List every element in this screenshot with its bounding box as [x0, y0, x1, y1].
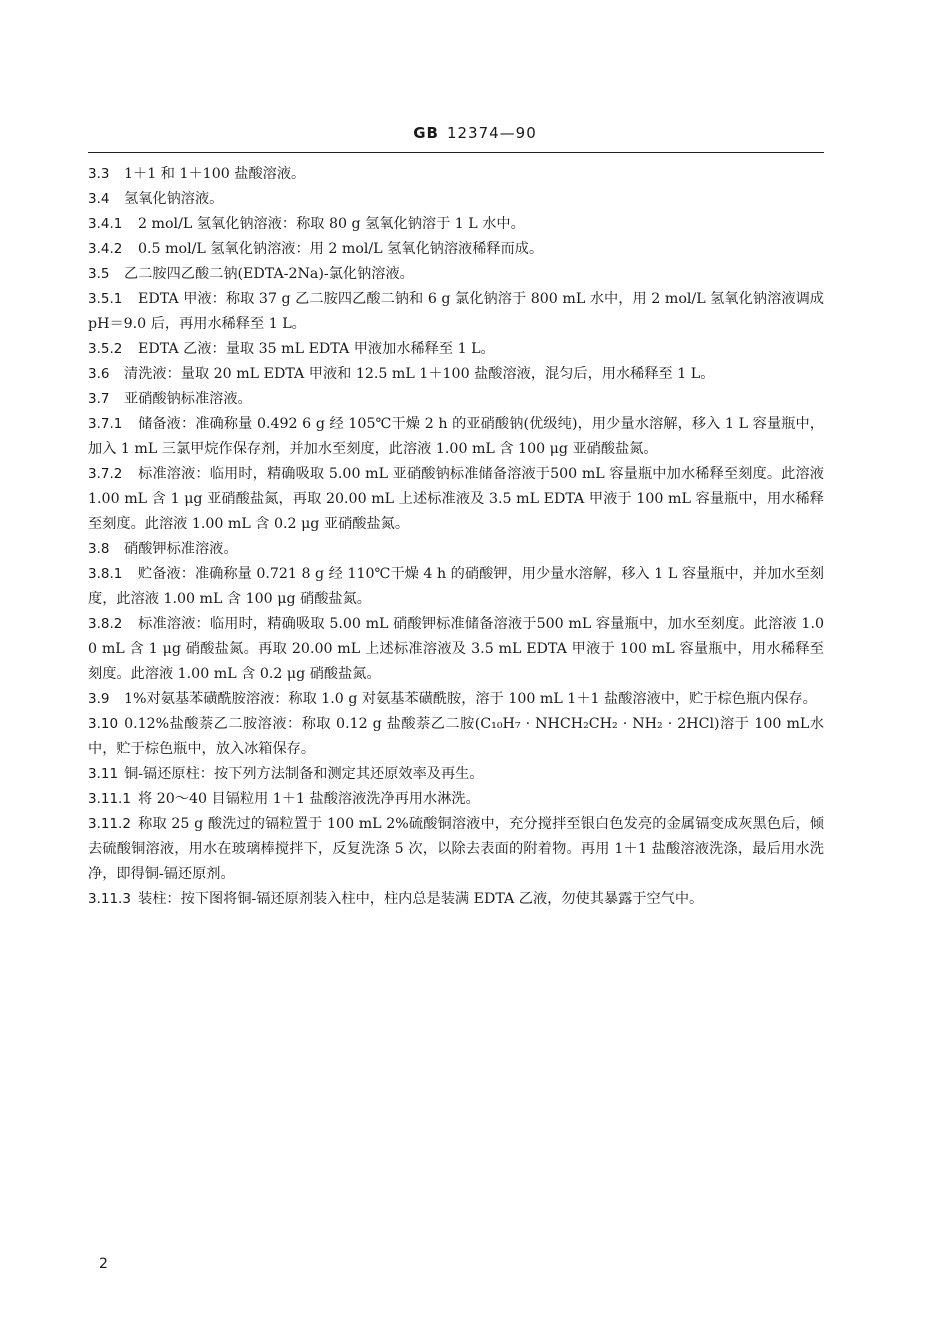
clause-number: 3.8.1 — [88, 566, 123, 582]
clause-text: 装柱：按下图将铜-镉还原剂装入柱中，柱内总是装满 EDTA 乙液，勿使其暴露于空气中。 — [138, 891, 704, 907]
clause-3-4-2 — [88, 237, 824, 262]
clause-text: 硝酸钾标准溶液。 — [124, 541, 238, 557]
clause-3-7-1 — [88, 412, 824, 462]
clause-3-3 — [88, 162, 824, 187]
clause-text: 贮备液：准确称量 0.721 8 g 经 110℃干燥 4 h 的硝酸钾，用少量水溶解，移入 1 L 容量瓶中，并加水至刻度，此溶液 1.00 mL 含 100 μg 硝酸盐氮。 — [88, 566, 824, 607]
clause-text: 0.12%盐酸萘乙二胺溶液：称取 0.12 g 盐酸萘乙二胺(C₁₀H₇ · NHCH₂CH₂ · NH₂ · 2HCl)溶于 100 mL水中，贮于棕色瓶中，放入冰箱保存。 — [88, 716, 824, 757]
clause-3-11-1 — [88, 787, 824, 812]
clause-text: 称取 25 g 酸洗过的镉粒置于 100 mL 2%硫酸铜溶液中，充分搅拌至银白色发亮的金属镉变成灰黑色后，倾去硫酸铜溶液，用水在玻璃棒搅拌下，反复洗涤 5 次，以除去表面的附着物。再用 1＋1 盐酸溶液洗涤，最后用水洗净，即得铜-镉还原剂。 — [88, 816, 824, 882]
clause-text: 亚硝酸钠标准溶液。 — [124, 391, 252, 407]
clause-number: 3.5.2 — [88, 341, 123, 357]
clause-text: 氢氧化钠溶液。 — [124, 191, 224, 207]
clause-3-5-2 — [88, 337, 824, 362]
clause-number: 3.7.2 — [88, 466, 123, 482]
header-rule — [88, 152, 824, 153]
clause-number: 3.5.1 — [88, 291, 123, 307]
clause-3-4-1 — [88, 212, 824, 237]
clause-3-7-2 — [88, 462, 824, 537]
clause-text: EDTA 乙液：量取 35 mL EDTA 甲液加水稀释至 1 L。 — [138, 341, 495, 357]
clause-text: 0.5 mol/L 氢氧化钠溶液：用 2 mol/L 氢氧化钠溶液稀释而成。 — [138, 241, 544, 257]
clause-number: 3.11.3 — [88, 891, 131, 907]
clause-number: 3.4.2 — [88, 241, 123, 257]
clause-3-5-1 — [88, 287, 824, 337]
clause-3-7 — [88, 387, 824, 412]
clause-number: 3.6 — [88, 366, 110, 382]
clause-3-5 — [88, 262, 824, 287]
clause-number: 3.4.1 — [88, 216, 123, 232]
clause-3-8 — [88, 537, 824, 562]
clause-3-8-1 — [88, 562, 824, 612]
clause-text: 标准溶液：临用时，精确吸取 5.00 mL 硝酸钾标准储备溶液于500 mL 容量瓶中，加水至刻度。此溶液 1.00 mL 含 1 μg 硝酸盐氮。再取 20.00 mL 上述标准溶液及 3.5 mL EDTA 甲液于 100 mL 容量瓶中，用水稀释至刻度。此溶液 1.00 mL 含 0.2 μg 硝酸盐氮。 — [88, 616, 824, 682]
clause-text: EDTA 甲液：称取 37 g 乙二胺四乙酸二钠和 6 g 氯化钠溶于 800 mL 水中，用 2 mol/L 氢氧化钠溶液调成 pH＝9.0 后，再用水稀释至 1 L。 — [88, 291, 824, 332]
clause-number: 3.8.2 — [88, 616, 123, 632]
clause-text: 将 20～40 目镉粒用 1＋1 盐酸溶液洗净再用水淋洗。 — [138, 791, 480, 807]
clause-text: 1%对氨基苯磺酰胺溶液：称取 1.0 g 对氨基苯磺酰胺，溶于 100 mL 1＋1 盐酸溶液中，贮于棕色瓶内保存。 — [124, 691, 817, 707]
clause-number: 3.5 — [88, 266, 110, 282]
clause-3-11 — [88, 762, 824, 787]
clause-text: 储备液：准确称量 0.492 6 g 经 105℃干燥 2 h 的亚硝酸钠(优级纯)，用少量水溶解，移入 1 L 容量瓶中，加入 1 mL 三氯甲烷作保存剂，并加水至刻度，此溶液 1.00 mL 含 100 μg 亚硝酸盐氮。 — [88, 416, 824, 457]
page-header — [0, 124, 950, 142]
clause-number: 3.7.1 — [88, 416, 123, 432]
clause-3-11-3 — [88, 887, 824, 912]
clause-3-10 — [88, 712, 824, 762]
clause-3-11-2 — [88, 812, 824, 887]
clause-number: 3.9 — [88, 691, 110, 707]
clause-number: 3.7 — [88, 391, 110, 407]
clause-number: 3.8 — [88, 541, 110, 557]
clause-3-9 — [88, 687, 824, 712]
clause-text: 1＋1 和 1＋100 盐酸溶液。 — [124, 166, 306, 182]
clause-number: 3.10 — [88, 716, 119, 732]
clause-3-6 — [88, 362, 824, 387]
clause-number: 3.11.1 — [88, 791, 131, 807]
clause-text: 标准溶液：临用时，精确吸取 5.00 mL 亚硝酸钠标准储备溶液于500 mL 容量瓶中加水稀释至刻度。此溶液 1.00 mL 含 1 μg 亚硝酸盐氮，再取 20.00 mL 上述标准液及 3.5 mL EDTA 甲液于 100 mL 容量瓶中，用水稀释至刻度。此溶液 1.00 mL 含 0.2 μg 亚硝酸盐氮。 — [88, 466, 824, 532]
clause-number: 3.4 — [88, 191, 110, 207]
page-number: 2 — [99, 1256, 108, 1272]
clause-text: 铜-镉还原柱：按下列方法制备和测定其还原效率及再生。 — [124, 766, 484, 782]
clause-text: 清洗液：量取 20 mL EDTA 甲液和 12.5 mL 1＋100 盐酸溶液，混匀后，用水稀释至 1 L。 — [124, 366, 715, 382]
clause-text: 乙二胺四乙酸二钠(EDTA-2Na)-氯化钠溶液。 — [124, 266, 414, 282]
clause-3-4 — [88, 187, 824, 212]
clause-number: 3.11 — [88, 766, 119, 782]
clause-number: 3.3 — [88, 166, 110, 182]
clause-number: 3.11.2 — [88, 816, 131, 832]
standard-prefix: GB — [413, 124, 439, 142]
document-body — [88, 162, 824, 912]
clause-3-8-2 — [88, 612, 824, 687]
clause-text: 2 mol/L 氢氧化钠溶液：称取 80 g 氢氧化钠溶于 1 L 水中。 — [138, 216, 525, 232]
standard-code: 12374—90 — [446, 124, 537, 142]
